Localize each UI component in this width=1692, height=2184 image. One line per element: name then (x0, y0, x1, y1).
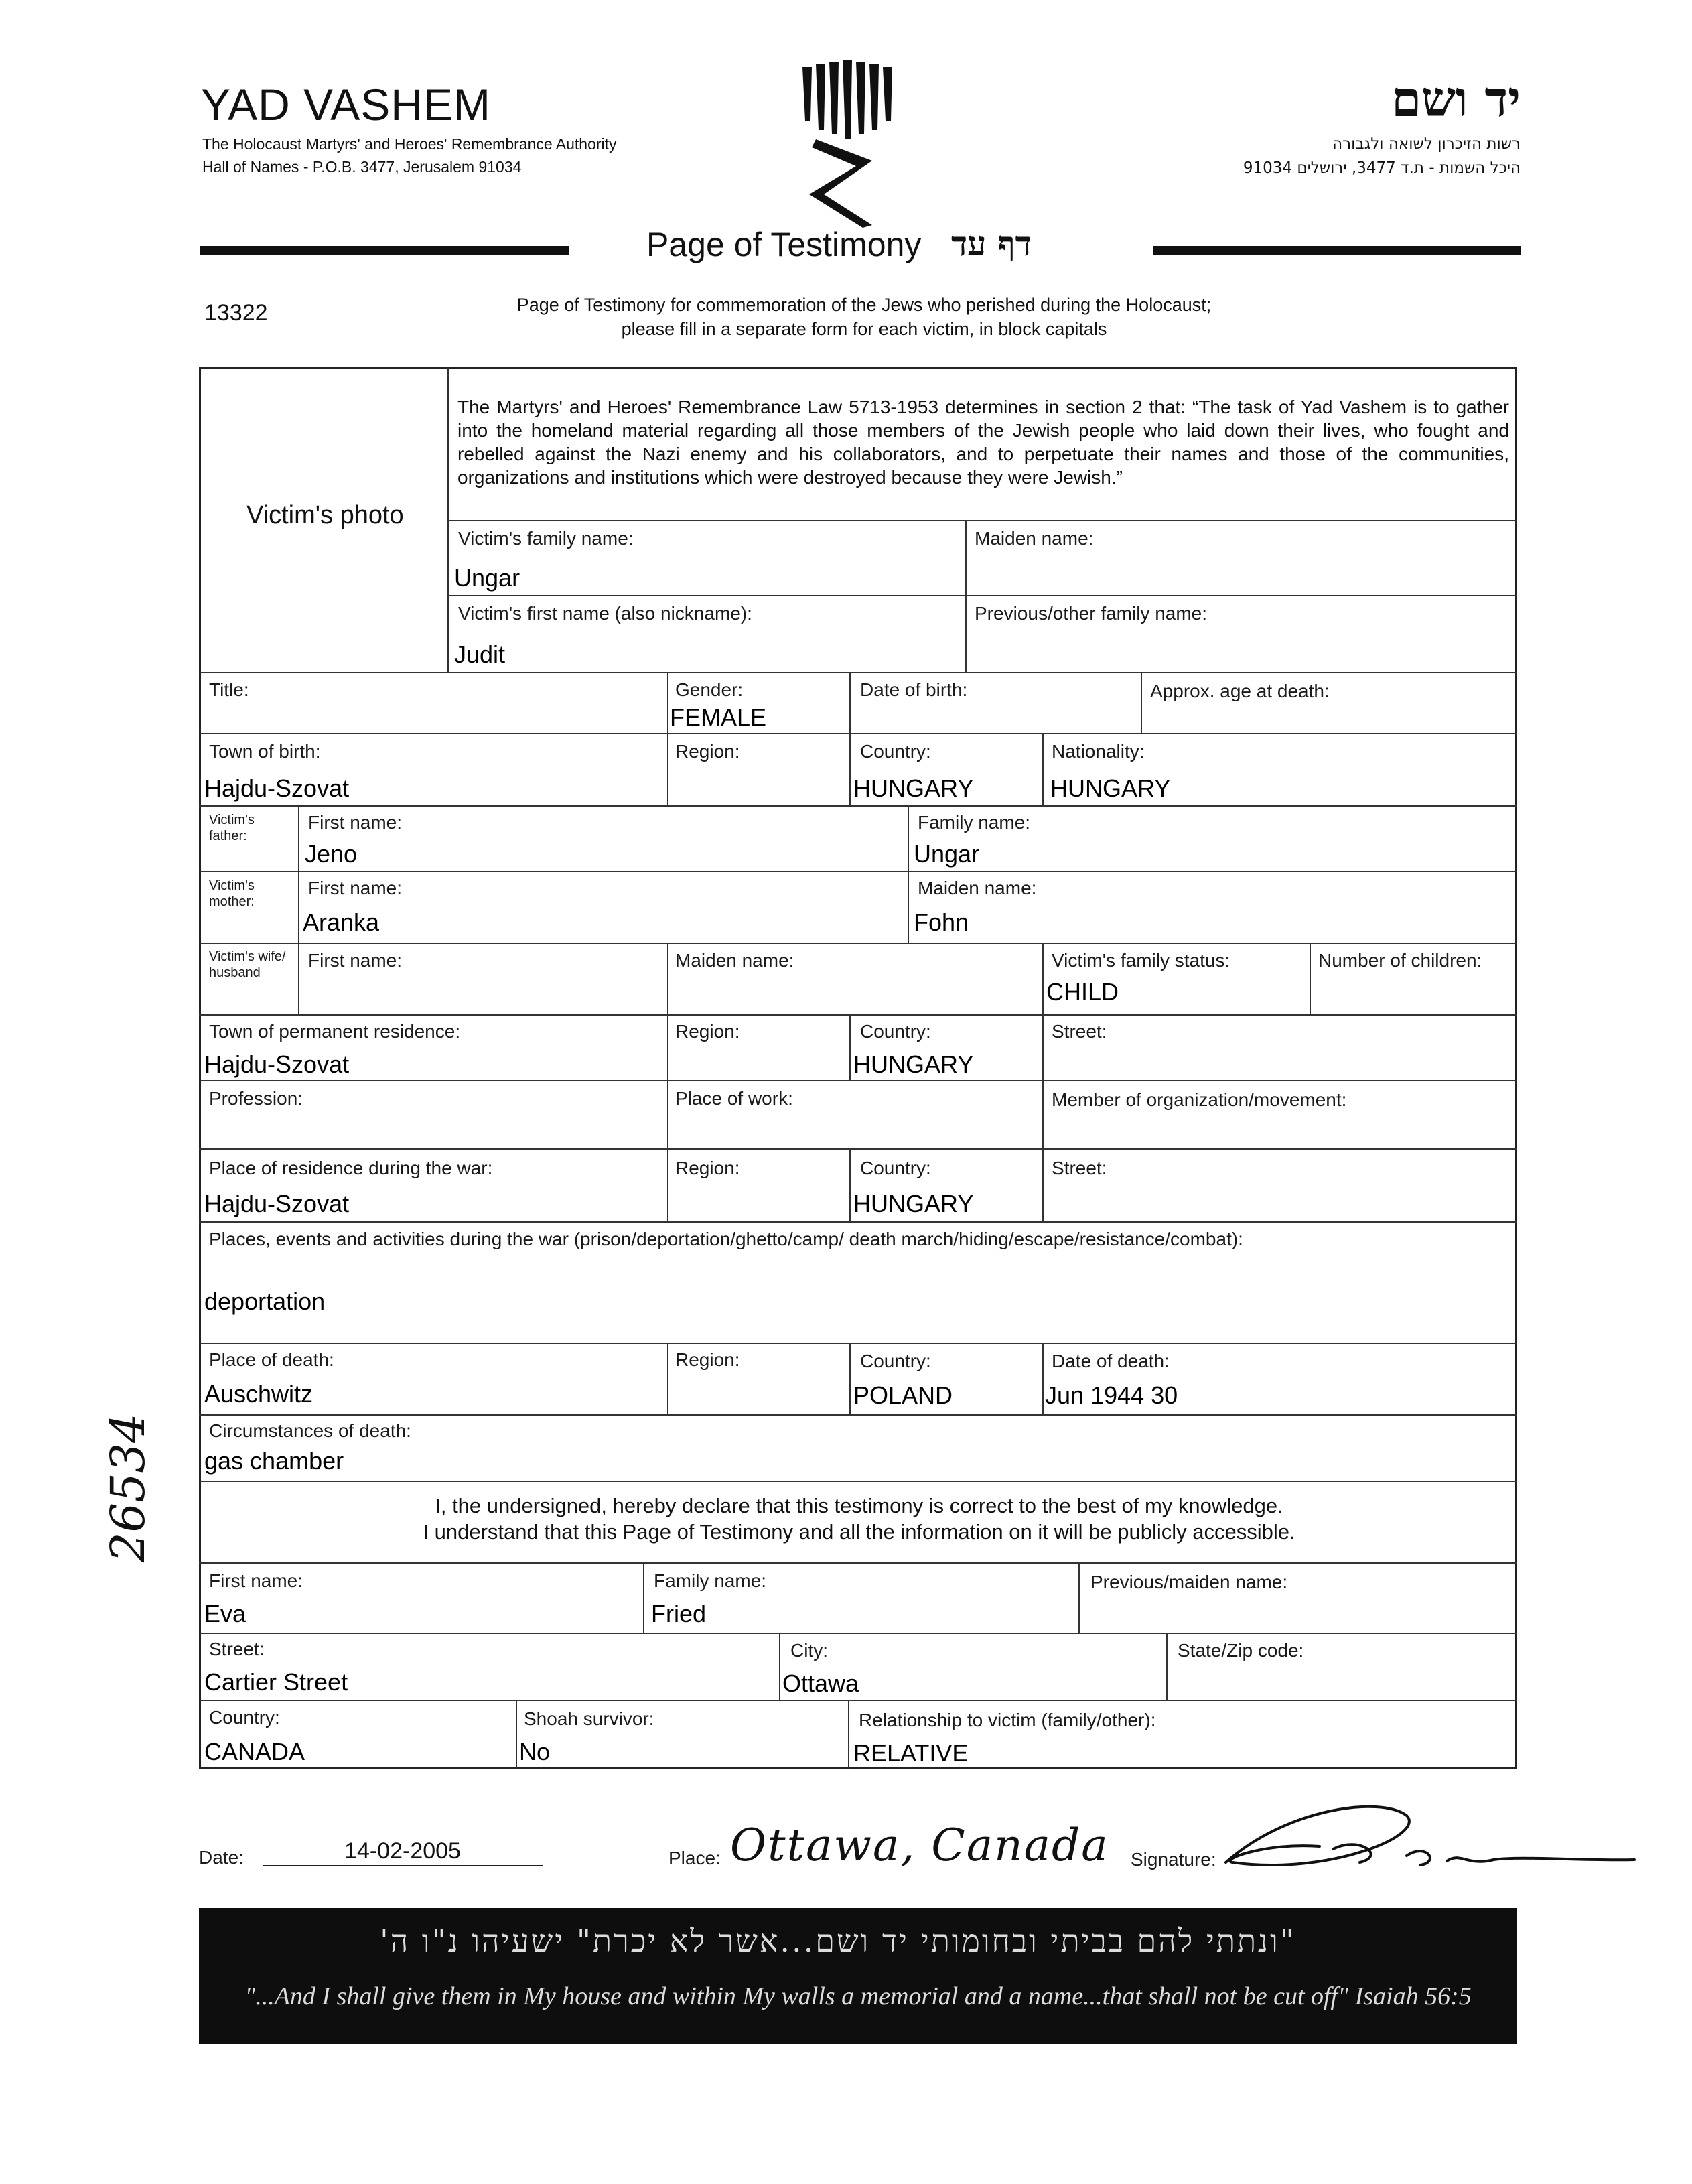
scripture-english: "...And I shall give them in My house and within My walls a memorial and a name...that shall not be cut off" Isaiah 56:5 (244, 1982, 1472, 2010)
circumstances-of-death-field[interactable]: gas chamber (204, 1447, 344, 1475)
birth-country-label: Country: (860, 741, 931, 762)
page-title: Page of Testimony (646, 226, 922, 263)
previous-family-name-label: Previous/other family name: (975, 603, 1208, 624)
date-label: Date: (199, 1847, 244, 1868)
gender-label: Gender: (675, 679, 744, 700)
law-text: The Martyrs' and Heroes' Remembrance Law 5713-1953 determines in section 2 that: “The task of Yad Vashem is to gather into the homeland material regarding all those members of the Jewish people who laid down their lives, who fought and rebelled against the Nazi enemy and his collaborators, and to perpetuate their names and those of the communities, organizations and institutions which were destroyed because they were Jewish.” (457, 397, 1509, 488)
submitter-family-name-label: Family name: (654, 1570, 767, 1591)
residence-street-label: Street: (1052, 1021, 1107, 1042)
signature-icon (1206, 1782, 1648, 1896)
profession-label: Profession: (209, 1088, 303, 1109)
war-country-label: Country: (860, 1158, 931, 1178)
relationship-label: Relationship to victim (family/other): (859, 1710, 1156, 1730)
margin-handwritten-number: 26534 (100, 1413, 155, 1562)
submitter-previous-name-label: Previous/maiden name: (1090, 1572, 1288, 1592)
declaration-line-1: I, the undersigned, hereby declare that this testimony is correct to the best of my knowledge. (435, 1494, 1283, 1517)
place-field[interactable]: Ottawa, Canada (730, 1820, 1109, 1871)
submitter-street-label: Street: (209, 1639, 265, 1659)
war-region-label: Region: (675, 1158, 740, 1178)
residence-country-field[interactable]: HUNGARY (853, 1050, 974, 1078)
submitter-street-field[interactable]: Cartier Street (204, 1668, 348, 1696)
spouse-first-name-label: First name: (308, 950, 403, 971)
scripture-hebrew: "ונתתי להם בביתי ובחומותי יד ושם...אשר לא יכרת" ישעיהו נ"ו ה' (380, 1923, 1296, 1959)
mother-maiden-name-label: Maiden name: (918, 878, 1037, 898)
submitter-first-name-field[interactable]: Eva (204, 1600, 246, 1627)
residence-region-label: Region: (675, 1021, 740, 1042)
father-side-label: Victim's father: (209, 813, 255, 843)
place-of-death-label: Place of death: (209, 1349, 334, 1370)
death-country-field[interactable]: POLAND (853, 1381, 953, 1409)
instructions-line-1: Page of Testimony for commemoration of the Jews who perished during the Holocaust; (516, 295, 1212, 315)
scripture-banner (199, 1908, 1517, 2044)
wartime-events-field[interactable]: deportation (204, 1288, 326, 1315)
permanent-residence-field[interactable]: Hajdu-Szovat (204, 1050, 350, 1078)
hebrew-org-subtitle: רשות הזיכרון לשואה ולגבורה (1332, 135, 1521, 153)
declaration-line-2: I understand that this Page of Testimony and all the information on it will be publicly accessible. (423, 1520, 1295, 1544)
date-underline (263, 1865, 543, 1866)
hebrew-org-address: היכל השמות - ת.ד 3477, ירושלים 91034 (1243, 159, 1521, 177)
header-rule-left (200, 246, 569, 255)
victim-photo-label: Victim's photo (246, 501, 404, 529)
maiden-name-label: Maiden name: (975, 528, 1094, 549)
submitter-country-field[interactable]: CANADA (204, 1738, 305, 1765)
declaration (208, 1493, 1510, 1545)
submitter-city-label: City: (790, 1640, 828, 1661)
father-first-name-field[interactable]: Jeno (305, 840, 358, 868)
date-field[interactable]: 14-02-2005 (344, 1838, 461, 1864)
spouse-maiden-name-label: Maiden name: (675, 950, 794, 971)
place-of-work-label: Place of work: (675, 1088, 793, 1109)
title-label: Title: (209, 679, 249, 700)
place-label: Place: (668, 1848, 721, 1868)
shoah-survivor-label: Shoah survivor: (524, 1708, 654, 1729)
victim-family-name-field[interactable]: Ungar (454, 564, 520, 592)
header-rule-right (1153, 246, 1521, 255)
mother-side-label: Victim's mother: (209, 878, 255, 909)
date-of-death-field[interactable]: Jun 1944 30 (1045, 1381, 1178, 1409)
town-of-birth-field[interactable]: Hajdu-Szovat (204, 774, 350, 802)
gender-field[interactable]: FEMALE (670, 703, 767, 731)
submitter-country-label: Country: (209, 1707, 280, 1728)
spouse-side-label: Victim's wife/ husband (209, 949, 286, 980)
signature-label: Signature: (1131, 1849, 1216, 1870)
residence-country-label: Country: (860, 1021, 931, 1042)
victim-first-name-label: Victim's first name (also nickname): (458, 603, 752, 624)
instructions-line-2: please fill in a separate form for each victim, in block capitals (621, 319, 1107, 339)
submitter-city-field[interactable]: Ottawa (782, 1669, 859, 1697)
father-family-name-field[interactable]: Ungar (914, 840, 980, 868)
shoah-survivor-field[interactable]: No (519, 1738, 551, 1765)
org-subtitle: The Holocaust Martyrs' and Heroes' Remembrance Authority (202, 135, 617, 153)
hebrew-org-name: יד ושם (1391, 70, 1521, 127)
mother-maiden-name-field[interactable]: Fohn (914, 908, 969, 936)
place-of-death-field[interactable]: Auschwitz (204, 1380, 313, 1408)
approx-age-label: Approx. age at death: (1150, 681, 1330, 701)
death-country-label: Country: (860, 1351, 931, 1371)
page-title-hebrew: דף עד (951, 224, 1032, 263)
nationality-label: Nationality: (1052, 741, 1145, 762)
war-residence-field[interactable]: Hajdu-Szovat (204, 1190, 350, 1217)
war-street-label: Street: (1052, 1158, 1107, 1178)
circumstances-of-death-label: Circumstances of death: (209, 1420, 411, 1441)
wartime-events-label: Places, events and activities during the war (prison/deportation/ghetto/camp/ death march/hiding/escape/resistance/combat): (209, 1229, 1243, 1249)
death-region-label: Region: (675, 1349, 740, 1370)
victim-first-name-field[interactable]: Judit (454, 640, 506, 668)
mother-first-name-label: First name: (308, 878, 403, 898)
date-of-birth-label: Date of birth: (860, 679, 968, 700)
submitter-first-name-label: First name: (209, 1570, 303, 1591)
mother-first-name-field[interactable]: Aranka (303, 908, 380, 936)
org-address: Hall of Names - P.O.B. 3477, Jerusalem 91034 (202, 158, 522, 176)
submitter-family-name-field[interactable]: Fried (651, 1600, 707, 1627)
member-of-organization-label: Member of organization/movement: (1052, 1089, 1347, 1110)
permanent-residence-label: Town of permanent residence: (209, 1021, 461, 1042)
birth-country-field[interactable]: HUNGARY (853, 774, 974, 802)
war-residence-label: Place of residence during the war: (209, 1158, 493, 1178)
victim-family-name-label: Victim's family name: (458, 528, 634, 549)
date-of-death-label: Date of death: (1052, 1351, 1170, 1371)
submitter-state-zip-label: State/Zip code: (1178, 1640, 1304, 1661)
family-status-label: Victim's family status: (1052, 950, 1230, 971)
org-name: YAD VASHEM (201, 80, 491, 129)
birth-region-label: Region: (675, 741, 740, 762)
number-of-children-label: Number of children: (1318, 950, 1482, 971)
nationality-field[interactable]: HUNGARY (1050, 774, 1171, 802)
relationship-field[interactable]: RELATIVE (853, 1739, 969, 1767)
war-country-field[interactable]: HUNGARY (853, 1190, 974, 1217)
father-first-name-label: First name: (308, 812, 403, 833)
form-number: 13322 (204, 300, 268, 326)
instructions (415, 293, 1313, 341)
family-status-field[interactable]: CHILD (1046, 978, 1119, 1006)
father-family-name-label: Family name: (918, 812, 1031, 833)
town-of-birth-label: Town of birth: (209, 741, 321, 762)
menorah-logo-icon (797, 60, 898, 228)
